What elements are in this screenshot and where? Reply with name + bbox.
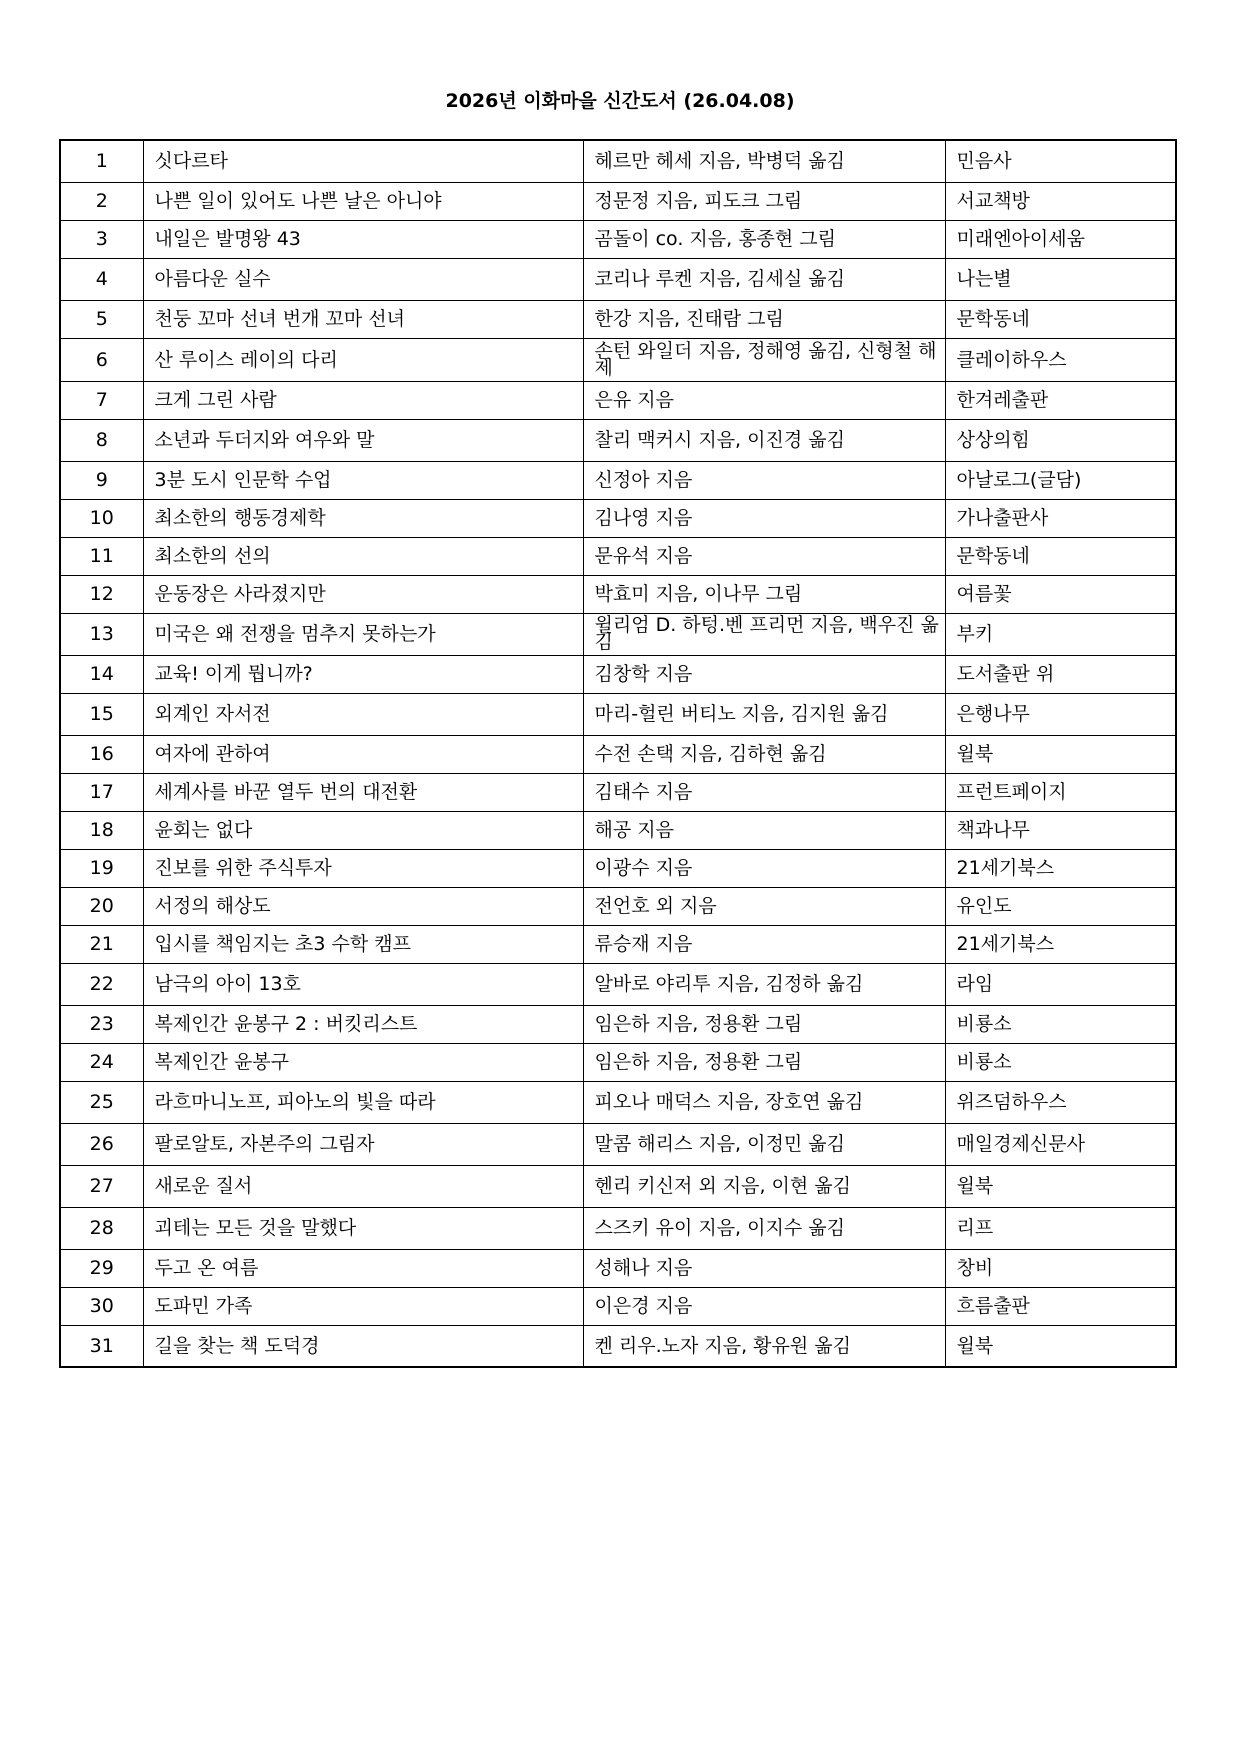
book-number-cell: 31 bbox=[60, 1325, 143, 1367]
book-author-cell: 수전 손택 지음, 김하현 옮김 bbox=[583, 735, 945, 773]
book-number-cell: 8 bbox=[60, 419, 143, 461]
book-author-cell: 임은하 지음, 정용환 그림 bbox=[583, 1005, 945, 1043]
table-row bbox=[60, 381, 1176, 419]
table-row bbox=[60, 182, 1176, 220]
book-publisher-cell: 아날로그(글담) bbox=[945, 461, 1176, 499]
table-row bbox=[60, 258, 1176, 300]
book-publisher-cell: 매일경제신문사 bbox=[945, 1123, 1176, 1165]
book-number-cell: 27 bbox=[60, 1165, 143, 1207]
book-publisher-cell: 도서출판 위 bbox=[945, 655, 1176, 693]
book-author-cell: 김태수 지음 bbox=[583, 773, 945, 811]
book-title-cell: 라흐마니노프, 피아노의 빛을 따라 bbox=[143, 1081, 583, 1123]
table-row bbox=[60, 1081, 1176, 1123]
table-row bbox=[60, 735, 1176, 773]
book-author-cell: 문유석 지음 bbox=[583, 537, 945, 575]
book-author-cell: 피오나 매덕스 지음, 장호연 옮김 bbox=[583, 1081, 945, 1123]
book-title-cell: 3분 도시 인문학 수업 bbox=[143, 461, 583, 499]
table-row bbox=[60, 887, 1176, 925]
book-author-cell: 알바로 야리투 지음, 김정하 옮김 bbox=[583, 963, 945, 1005]
book-number-cell: 19 bbox=[60, 849, 143, 887]
book-number-cell: 11 bbox=[60, 537, 143, 575]
book-publisher-cell: 나는별 bbox=[945, 258, 1176, 300]
book-number-cell: 7 bbox=[60, 381, 143, 419]
book-number-cell: 4 bbox=[60, 258, 143, 300]
book-number-cell: 25 bbox=[60, 1081, 143, 1123]
book-publisher-cell: 문학동네 bbox=[945, 300, 1176, 338]
book-author-cell: 곰돌이 co. 지음, 홍종현 그림 bbox=[583, 220, 945, 258]
book-publisher-cell: 부키 bbox=[945, 613, 1176, 655]
book-author-cell: 코리나 루켄 지음, 김세실 옮김 bbox=[583, 258, 945, 300]
book-publisher-cell: 리프 bbox=[945, 1207, 1176, 1249]
book-title-cell: 팔로알토, 자본주의 그림자 bbox=[143, 1123, 583, 1165]
book-title-cell: 산 루이스 레이의 다리 bbox=[143, 338, 583, 381]
book-number-cell: 12 bbox=[60, 575, 143, 613]
book-title-cell: 아름다운 실수 bbox=[143, 258, 583, 300]
book-publisher-cell: 비룡소 bbox=[945, 1043, 1176, 1081]
book-publisher-cell: 민음사 bbox=[945, 140, 1176, 182]
book-author-cell: 찰리 맥커시 지음, 이진경 옮김 bbox=[583, 419, 945, 461]
table-row bbox=[60, 693, 1176, 735]
book-publisher-cell: 가나출판사 bbox=[945, 499, 1176, 537]
book-title-cell: 진보를 위한 주식투자 bbox=[143, 849, 583, 887]
table-row bbox=[60, 499, 1176, 537]
book-number-cell: 20 bbox=[60, 887, 143, 925]
new-books-table bbox=[59, 139, 1177, 1368]
book-author-cell: 임은하 지음, 정용환 그림 bbox=[583, 1043, 945, 1081]
table-row bbox=[60, 300, 1176, 338]
table-row bbox=[60, 461, 1176, 499]
book-author-cell: 신정아 지음 bbox=[583, 461, 945, 499]
book-author-cell: 윌리엄 D. 하텅.벤 프리먼 지음, 백우진 옮김 bbox=[583, 613, 945, 655]
table-row bbox=[60, 963, 1176, 1005]
table-row bbox=[60, 925, 1176, 963]
book-title-cell: 길을 찾는 책 도덕경 bbox=[143, 1325, 583, 1367]
book-title-cell: 여자에 관하여 bbox=[143, 735, 583, 773]
book-number-cell: 26 bbox=[60, 1123, 143, 1165]
book-number-cell: 21 bbox=[60, 925, 143, 963]
book-title-cell: 괴테는 모든 것을 말했다 bbox=[143, 1207, 583, 1249]
book-number-cell: 10 bbox=[60, 499, 143, 537]
table-row bbox=[60, 811, 1176, 849]
book-publisher-cell: 창비 bbox=[945, 1249, 1176, 1287]
book-author-cell: 스즈키 유이 지음, 이지수 옮김 bbox=[583, 1207, 945, 1249]
book-title-cell: 두고 온 여름 bbox=[143, 1249, 583, 1287]
book-number-cell: 6 bbox=[60, 338, 143, 381]
book-title-cell: 최소한의 행동경제학 bbox=[143, 499, 583, 537]
book-title-cell: 싯다르타 bbox=[143, 140, 583, 182]
book-number-cell: 30 bbox=[60, 1287, 143, 1325]
document-title: 2026년 이화마을 신간도서 (26.04.08) bbox=[445, 90, 795, 112]
table-row bbox=[60, 419, 1176, 461]
book-author-cell: 이광수 지음 bbox=[583, 849, 945, 887]
book-author-cell: 성해나 지음 bbox=[583, 1249, 945, 1287]
book-title-cell: 소년과 두더지와 여우와 말 bbox=[143, 419, 583, 461]
book-publisher-cell: 상상의힘 bbox=[945, 419, 1176, 461]
book-title-cell: 세계사를 바꾼 열두 번의 대전환 bbox=[143, 773, 583, 811]
table-row bbox=[60, 1123, 1176, 1165]
book-title-cell: 복제인간 윤봉구 bbox=[143, 1043, 583, 1081]
book-author-cell: 헤르만 헤세 지음, 박병덕 옮김 bbox=[583, 140, 945, 182]
table-row bbox=[60, 849, 1176, 887]
book-title-cell: 외계인 자서전 bbox=[143, 693, 583, 735]
book-number-cell: 24 bbox=[60, 1043, 143, 1081]
table-row bbox=[60, 338, 1176, 381]
book-author-cell: 한강 지음, 진태람 그림 bbox=[583, 300, 945, 338]
book-title-cell: 나쁜 일이 있어도 나쁜 날은 아니야 bbox=[143, 182, 583, 220]
book-author-cell: 은유 지음 bbox=[583, 381, 945, 419]
table-row bbox=[60, 1043, 1176, 1081]
book-author-cell: 해공 지음 bbox=[583, 811, 945, 849]
table-row bbox=[60, 1005, 1176, 1043]
book-number-cell: 28 bbox=[60, 1207, 143, 1249]
book-number-cell: 1 bbox=[60, 140, 143, 182]
book-author-cell: 류승재 지음 bbox=[583, 925, 945, 963]
book-publisher-cell: 클레이하우스 bbox=[945, 338, 1176, 381]
book-publisher-cell: 책과나무 bbox=[945, 811, 1176, 849]
book-title-cell: 새로운 질서 bbox=[143, 1165, 583, 1207]
book-number-cell: 18 bbox=[60, 811, 143, 849]
table-row bbox=[60, 1325, 1176, 1367]
book-number-cell: 3 bbox=[60, 220, 143, 258]
book-number-cell: 17 bbox=[60, 773, 143, 811]
book-publisher-cell: 유인도 bbox=[945, 887, 1176, 925]
book-number-cell: 5 bbox=[60, 300, 143, 338]
book-number-cell: 2 bbox=[60, 182, 143, 220]
book-author-cell: 마리-헐린 버티노 지음, 김지원 옮김 bbox=[583, 693, 945, 735]
book-publisher-cell: 여름꽃 bbox=[945, 575, 1176, 613]
book-publisher-cell: 윌북 bbox=[945, 1325, 1176, 1367]
book-author-cell: 김나영 지음 bbox=[583, 499, 945, 537]
book-author-cell: 정문정 지음, 피도크 그림 bbox=[583, 182, 945, 220]
books-table-body bbox=[60, 140, 1176, 1367]
table-row bbox=[60, 537, 1176, 575]
book-publisher-cell: 서교책방 bbox=[945, 182, 1176, 220]
book-publisher-cell: 윌북 bbox=[945, 1165, 1176, 1207]
book-publisher-cell: 21세기북스 bbox=[945, 849, 1176, 887]
book-author-cell: 이은경 지음 bbox=[583, 1287, 945, 1325]
book-publisher-cell: 흐름출판 bbox=[945, 1287, 1176, 1325]
table-row bbox=[60, 220, 1176, 258]
book-publisher-cell: 윌북 bbox=[945, 735, 1176, 773]
book-title-cell: 도파민 가족 bbox=[143, 1287, 583, 1325]
book-author-cell: 켄 리우.노자 지음, 황유원 옮김 bbox=[583, 1325, 945, 1367]
book-author-cell: 말콤 해리스 지음, 이정민 옮김 bbox=[583, 1123, 945, 1165]
book-author-cell: 전언호 외 지음 bbox=[583, 887, 945, 925]
table-row bbox=[60, 655, 1176, 693]
book-title-cell: 천둥 꼬마 선녀 번개 꼬마 선녀 bbox=[143, 300, 583, 338]
book-title-cell: 입시를 책임지는 초3 수학 캠프 bbox=[143, 925, 583, 963]
book-number-cell: 14 bbox=[60, 655, 143, 693]
book-number-cell: 13 bbox=[60, 613, 143, 655]
book-title-cell: 교육! 이게 뭡니까? bbox=[143, 655, 583, 693]
table-row bbox=[60, 613, 1176, 655]
book-title-cell: 윤회는 없다 bbox=[143, 811, 583, 849]
book-publisher-cell: 한겨레출판 bbox=[945, 381, 1176, 419]
book-publisher-cell: 위즈덤하우스 bbox=[945, 1081, 1176, 1123]
book-number-cell: 9 bbox=[60, 461, 143, 499]
table-row bbox=[60, 773, 1176, 811]
book-number-cell: 15 bbox=[60, 693, 143, 735]
book-title-cell: 서정의 해상도 bbox=[143, 887, 583, 925]
book-author-cell: 박효미 지음, 이나무 그림 bbox=[583, 575, 945, 613]
book-publisher-cell: 비룡소 bbox=[945, 1005, 1176, 1043]
book-number-cell: 16 bbox=[60, 735, 143, 773]
book-publisher-cell: 21세기북스 bbox=[945, 925, 1176, 963]
book-number-cell: 29 bbox=[60, 1249, 143, 1287]
book-title-cell: 내일은 발명왕 43 bbox=[143, 220, 583, 258]
book-title-cell: 남극의 아이 13호 bbox=[143, 963, 583, 1005]
book-author-cell: 손턴 와일더 지음, 정해영 옮김, 신형철 해제 bbox=[583, 338, 945, 381]
book-publisher-cell: 은행나무 bbox=[945, 693, 1176, 735]
table-row bbox=[60, 1207, 1176, 1249]
table-row bbox=[60, 575, 1176, 613]
book-number-cell: 23 bbox=[60, 1005, 143, 1043]
table-row bbox=[60, 1287, 1176, 1325]
book-publisher-cell: 라임 bbox=[945, 963, 1176, 1005]
book-title-cell: 복제인간 윤봉구 2 : 버킷리스트 bbox=[143, 1005, 583, 1043]
book-publisher-cell: 문학동네 bbox=[945, 537, 1176, 575]
book-title-cell: 미국은 왜 전쟁을 멈추지 못하는가 bbox=[143, 613, 583, 655]
book-number-cell: 22 bbox=[60, 963, 143, 1005]
book-author-cell: 헨리 키신저 외 지음, 이현 옮김 bbox=[583, 1165, 945, 1207]
book-publisher-cell: 프런트페이지 bbox=[945, 773, 1176, 811]
table-row bbox=[60, 1165, 1176, 1207]
book-title-cell: 운동장은 사라졌지만 bbox=[143, 575, 583, 613]
table-row bbox=[60, 140, 1176, 182]
book-publisher-cell: 미래엔아이세움 bbox=[945, 220, 1176, 258]
book-author-cell: 김창학 지음 bbox=[583, 655, 945, 693]
book-title-cell: 크게 그린 사람 bbox=[143, 381, 583, 419]
table-row bbox=[60, 1249, 1176, 1287]
book-title-cell: 최소한의 선의 bbox=[143, 537, 583, 575]
